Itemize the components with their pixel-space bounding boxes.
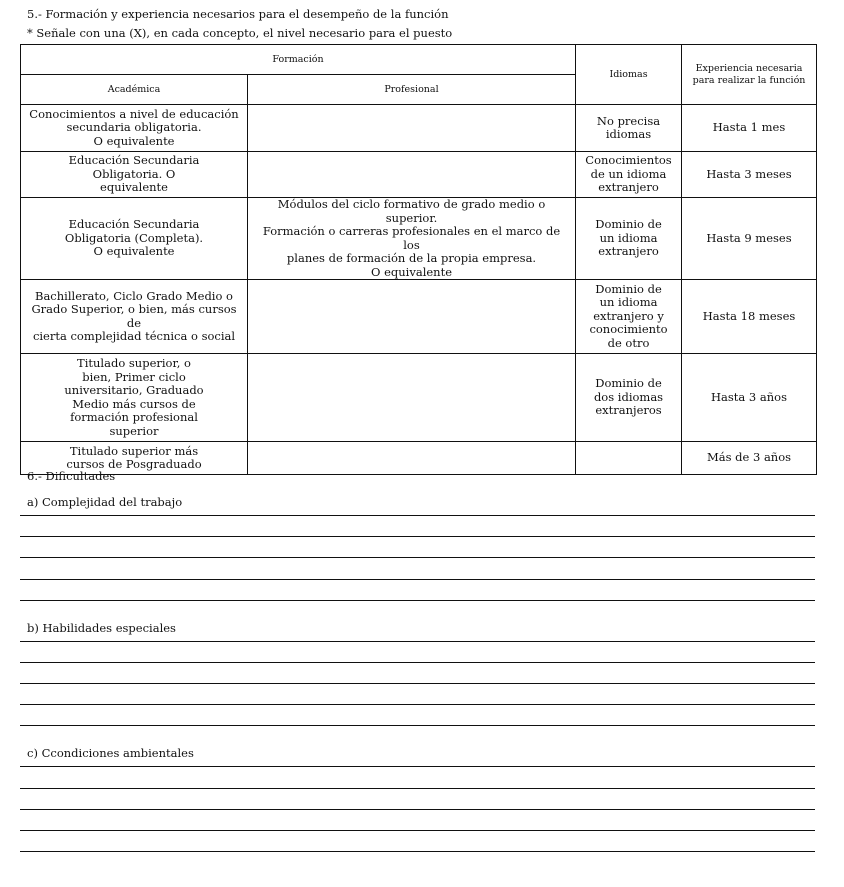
academica-cell: Conocimientos a nivel de educación secundaria obligatoria. O equivalente [21,105,248,152]
academica-cell: Bachillerato, Ciclo Grado Medio o Grado Superior, o bien, más cursos de cierta complejidad técnica o social [21,280,248,354]
idiomas-cell[interactable] [576,442,682,475]
academica-cell: Titulado superior más cursos de Posgraduado [21,442,248,475]
habilidades-line[interactable] [20,641,815,642]
table-row [21,152,817,198]
condiciones-line[interactable] [20,766,815,767]
condiciones-label: c) Ccondiciones ambientales [27,746,194,760]
idiomas-cell: Dominio de dos idiomas extranjeros [576,354,682,442]
academica-cell: Titulado superior, o bien, Primer ciclo universitario, Graduado Medio más cursos de formación profesional superior [21,354,248,442]
complejidad-line[interactable] [20,515,815,516]
header-academica: Académica [21,75,248,105]
condiciones-line[interactable] [20,851,815,852]
training-experience-table [20,44,817,475]
table-row [21,442,817,475]
habilidades-line[interactable] [20,662,815,663]
profesional-cell[interactable] [248,105,576,152]
header-experiencia: Experiencia necesaria para realizar la función [682,45,817,105]
header-idiomas: Idiomas [576,45,682,105]
section-6-title: 6.- Dificultades [27,469,116,483]
idiomas-cell: Dominio de un idioma extranjero [576,198,682,280]
profesional-cell[interactable] [248,280,576,354]
idiomas-cell: No precisa idiomas [576,105,682,152]
table-row [21,105,817,152]
habilidades-label: b) Habilidades especiales [27,621,176,635]
profesional-cell[interactable] [248,354,576,442]
header-profesional: Profesional [248,75,576,105]
header-formacion: Formación [21,45,576,75]
profesional-cell[interactable] [248,152,576,198]
experiencia-cell: Hasta 3 años [682,354,817,442]
complejidad-line[interactable] [20,600,815,601]
section-5-title: 5.- Formación y experiencia necesarios para el desempeño de la función [27,7,449,21]
academica-cell: Educación Secundaria Obligatoria (Completa). O equivalente [21,198,248,280]
complejidad-line[interactable] [20,536,815,537]
idiomas-cell: Conocimientos de un idioma extranjero [576,152,682,198]
experiencia-cell: Hasta 18 meses [682,280,817,354]
idiomas-cell: Dominio de un idioma extranjero y conocimiento de otro [576,280,682,354]
habilidades-line[interactable] [20,683,815,684]
instruction-text: * Señale con una (X), en cada concepto, el nivel necesario para el puesto [27,26,453,40]
table-row [21,198,817,280]
habilidades-line[interactable] [20,704,815,705]
condiciones-line[interactable] [20,830,815,831]
complejidad-line[interactable] [20,557,815,558]
academica-cell: Educación Secundaria Obligatoria. O equivalente [21,152,248,198]
complejidad-line[interactable] [20,579,815,580]
condiciones-line[interactable] [20,809,815,810]
experiencia-cell: Hasta 9 meses [682,198,817,280]
table-row [21,354,817,442]
habilidades-line[interactable] [20,725,815,726]
profesional-cell[interactable]: Módulos del ciclo formativo de grado medio o superior. Formación o carreras profesionales en el marco de los planes de formación de la propia empresa. O equivalente [248,198,576,280]
experiencia-cell: Más de 3 años [682,442,817,475]
profesional-cell[interactable] [248,442,576,475]
complejidad-label: a) Complejidad del trabajo [27,495,183,509]
experiencia-cell: Hasta 1 mes [682,105,817,152]
experiencia-cell: Hasta 3 meses [682,152,817,198]
table-row [21,280,817,354]
condiciones-line[interactable] [20,788,815,789]
